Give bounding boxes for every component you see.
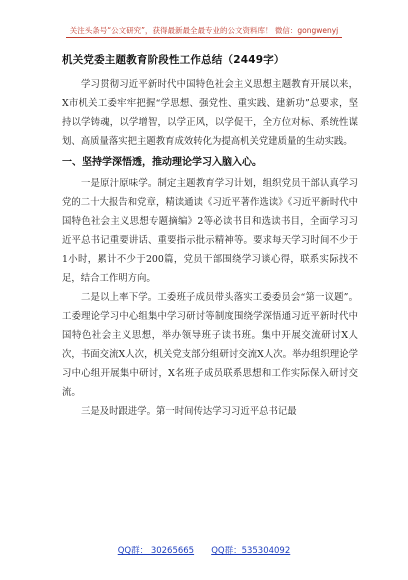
document-body xyxy=(62,52,358,421)
paragraph-2: 二是以上率下学。工委班子成员带头落实工委委员会“第一议题”。工委理论学习中心组集中学习研讨等制度围绕学深悟通习近平新时代中国特色社会主义思想，举办领导班子读书班。集中开展交流研讨X人次，书面交流X人次，机关党支部分组研讨交流X人次。举办组织理论学习中心组开展集中研讨，X名班子成员联系思想和工作实际保入研讨交流。 xyxy=(62,292,358,398)
banner-text: 关注头条号“公文研究”，获得最新最全最专业的公文资料库！ 微信：gongwenyj xyxy=(66,24,343,38)
document-title: 机关党委主题教育阶段性工作总结（2449字） xyxy=(62,54,285,66)
qq-group-link-1[interactable]: QQ群： 30265665 xyxy=(117,546,195,556)
section-heading-1: 一、坚持学深悟透，推动理论学习入脑入心。 xyxy=(62,157,262,168)
paragraph-3: 三是及时跟进学。第一时间传达学习习近平总书记最 xyxy=(81,406,297,417)
paragraph-1: 一是原汁原味学。制定主题教育学习计划，组织党员干部认真学习党的二十大报告和党章，精读通读《习近平著作选读》《习近平新时代中国特色社会主义思想专题摘编》2等必读书目和选读书目，全面学习习近平总书记重要讲话、重要指示批示精神等。要求每天学习时间不少于1小时，累计不少于200篇，党员干部围绕学习谈心得，联系实际找不足，结合工作明方向。 xyxy=(62,178,358,284)
qq-group-link-2[interactable]: QQ群：535304092 xyxy=(211,546,291,556)
intro-paragraph: 学习贯彻习近平新时代中国特色社会主义思想主题教育开展以来，X市机关工委牢牢把握“学思想、强党性、重实践、建新功”总要求，坚持以学铸魂，以学增智，以学正风，以学促干，全方位对标、系统性谋划、高质量落实把主题教育成效转化为提高机关党建质量的生动实践。 xyxy=(62,79,358,147)
footer-contacts xyxy=(0,538,408,557)
header-banner xyxy=(0,18,408,38)
